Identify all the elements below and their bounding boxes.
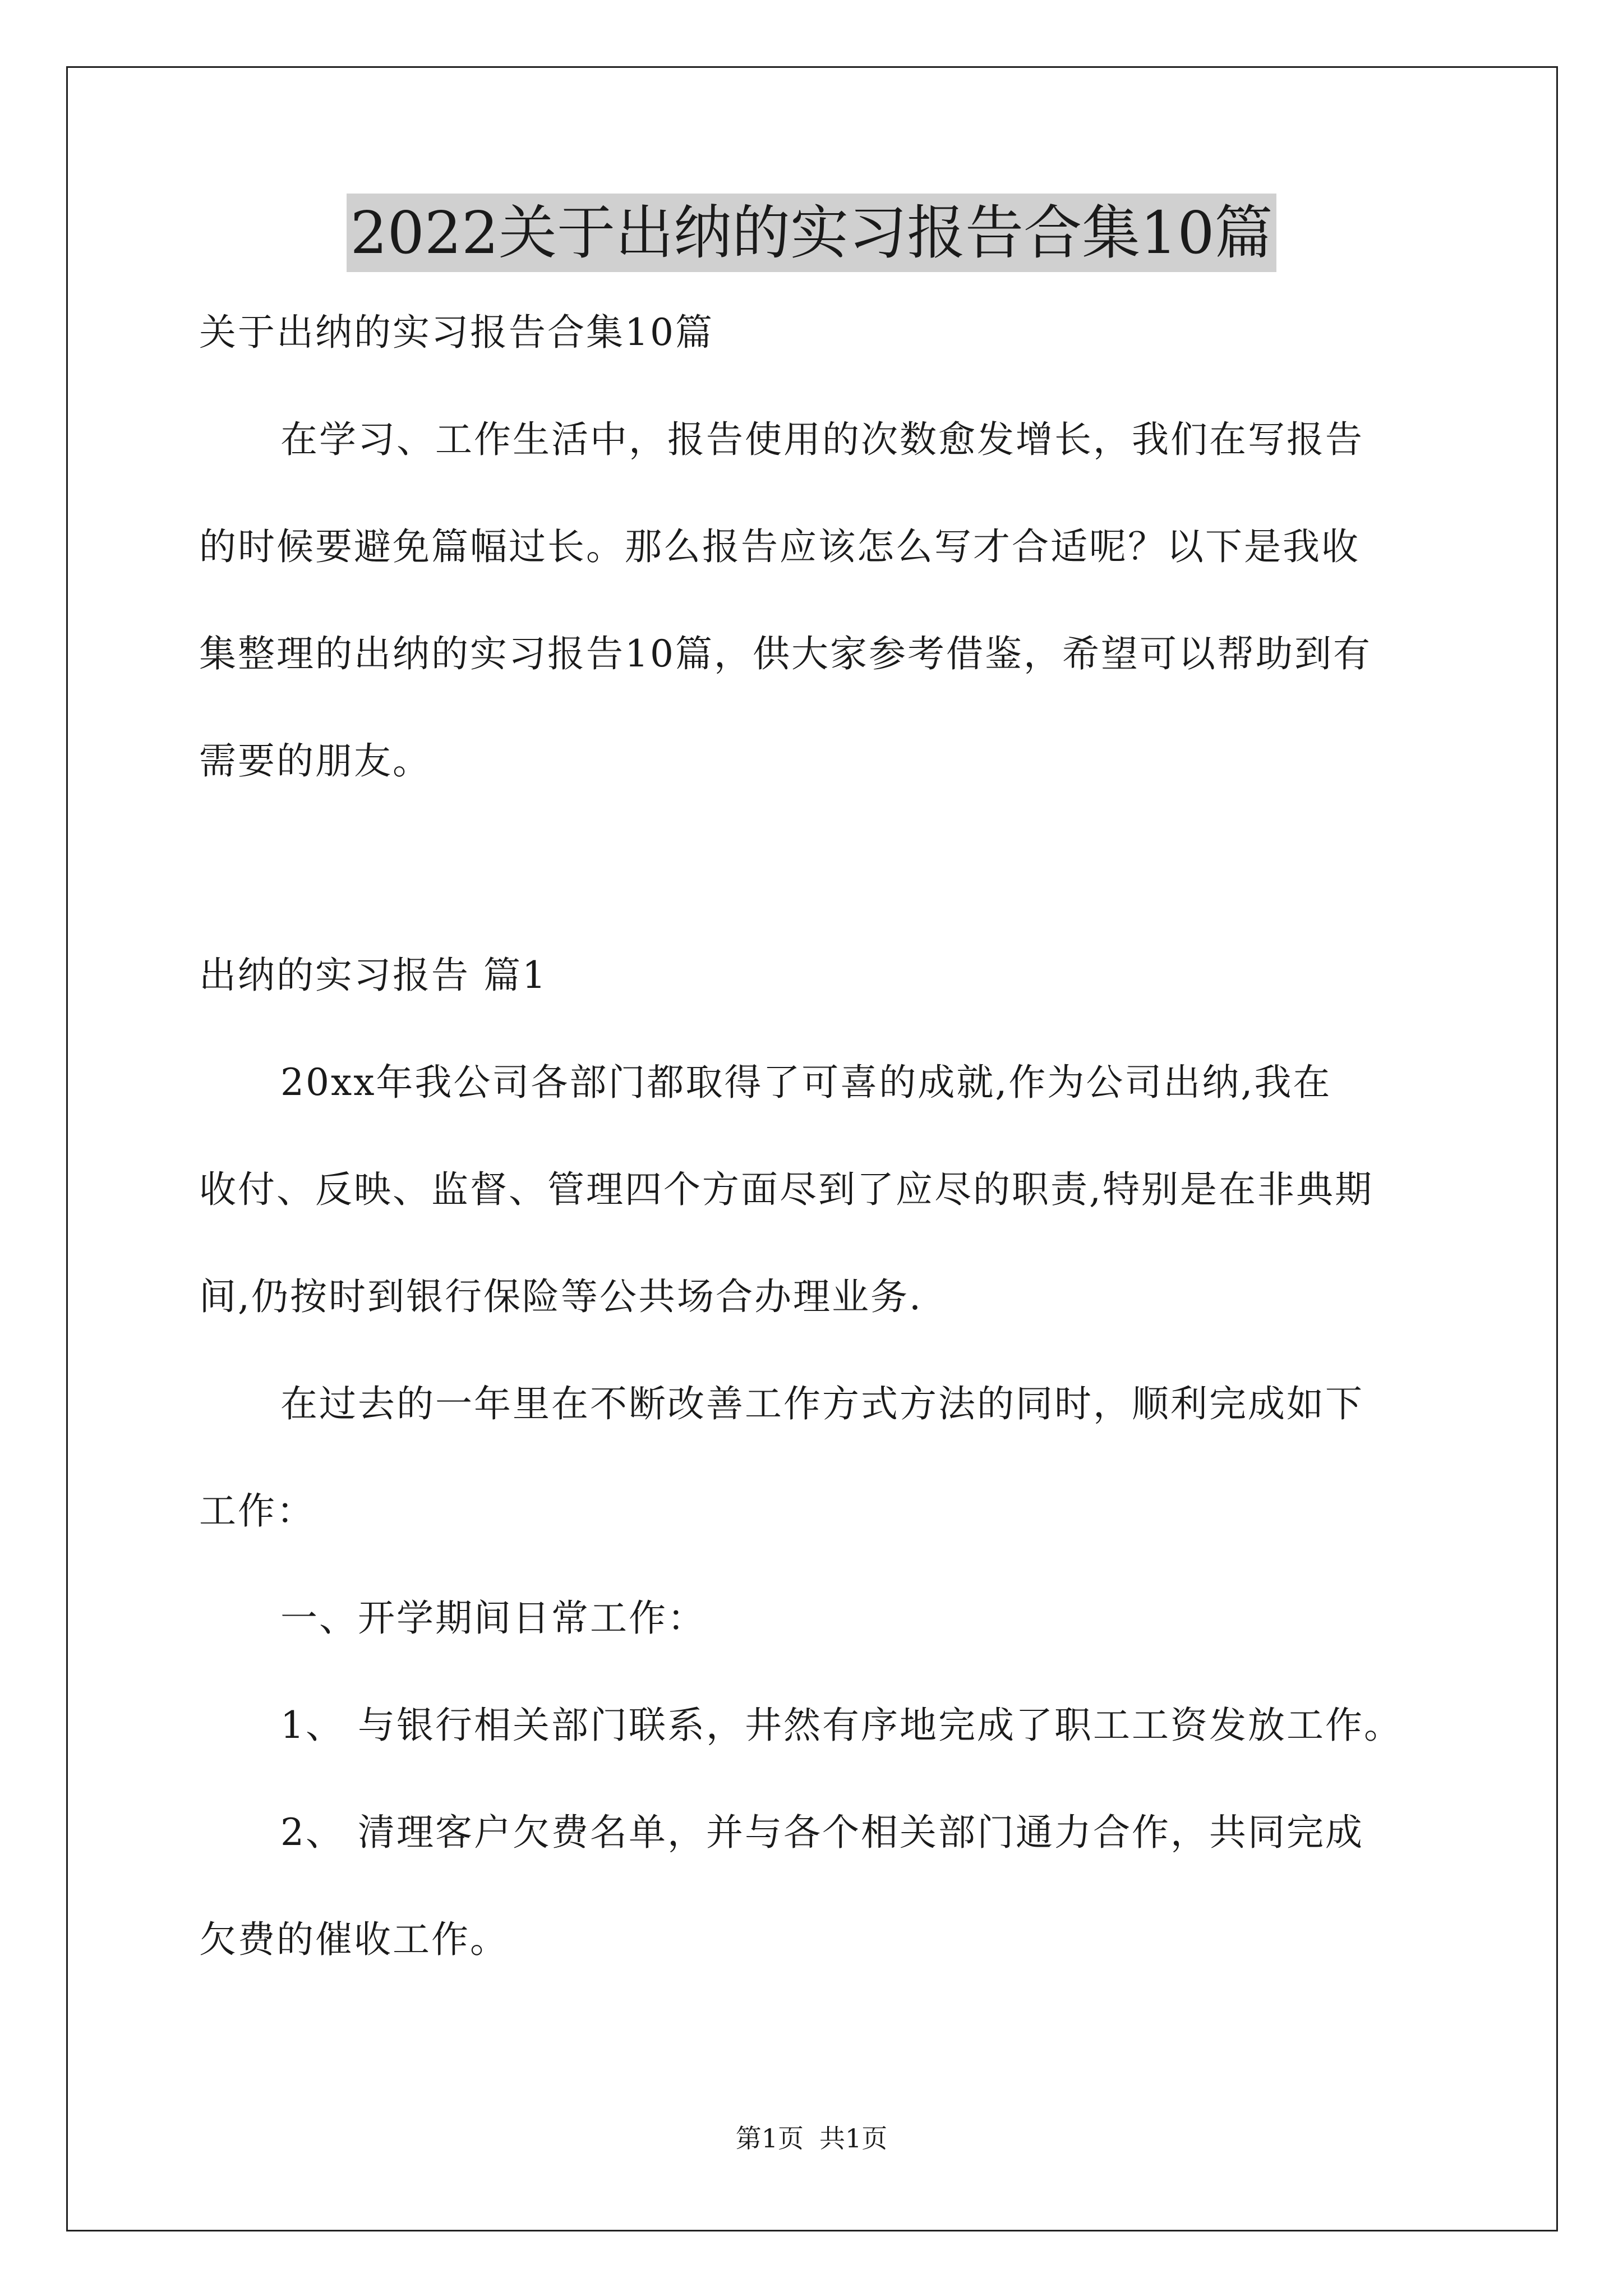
page-number: 第1页 <box>735 2123 804 2154</box>
page-total: 共1页 <box>819 2123 888 2154</box>
text-line: 出纳的实习报告 篇1 <box>199 954 547 997</box>
document-title: 2022关于出纳的实习报告合集10篇 <box>347 194 1276 272</box>
text-line: 收付、反映、监督、管理四个方面尽到了应尽的职责,特别是在非典期 <box>199 1168 1373 1211</box>
text-line: 在过去的一年里在不断改善工作方式方法的同时，顺利完成如下 <box>280 1382 1364 1425</box>
text-line: 20xx年我公司各部门都取得了可喜的成就,作为公司出纳,我在 <box>280 1061 1332 1104</box>
text-line: 集整理的出纳的实习报告10篇，供大家参考借鉴，希望可以帮助到有 <box>199 632 1372 675</box>
text-line: 在学习、工作生活中，报告使用的次数愈发增长，我们在写报告 <box>280 418 1364 461</box>
text-line: 欠费的催收工作。 <box>199 1918 509 1961</box>
text-line: 的时候要避免篇幅过长。那么报告应该怎么写才合适呢？以下是我收 <box>199 525 1360 568</box>
text-line: 关于出纳的实习报告合集10篇 <box>199 311 714 354</box>
page-border <box>66 66 1558 2231</box>
text-line: 工作： <box>199 1489 315 1533</box>
text-line: 一、开学期间日常工作： <box>280 1596 706 1640</box>
page-footer <box>0 2122 1623 2155</box>
text-line: 1、 与银行相关部门联系，井然有序地完成了职工工资发放工作。 <box>280 1704 1403 1747</box>
title-container <box>0 194 1623 272</box>
text-line: 需要的朋友。 <box>199 739 431 783</box>
text-line: 2、 清理客户欠费名单，并与各个相关部门通力合作，共同完成 <box>280 1811 1364 1854</box>
text-line: 间,仍按时到银行保险等公共场合办理业务. <box>199 1275 923 1318</box>
